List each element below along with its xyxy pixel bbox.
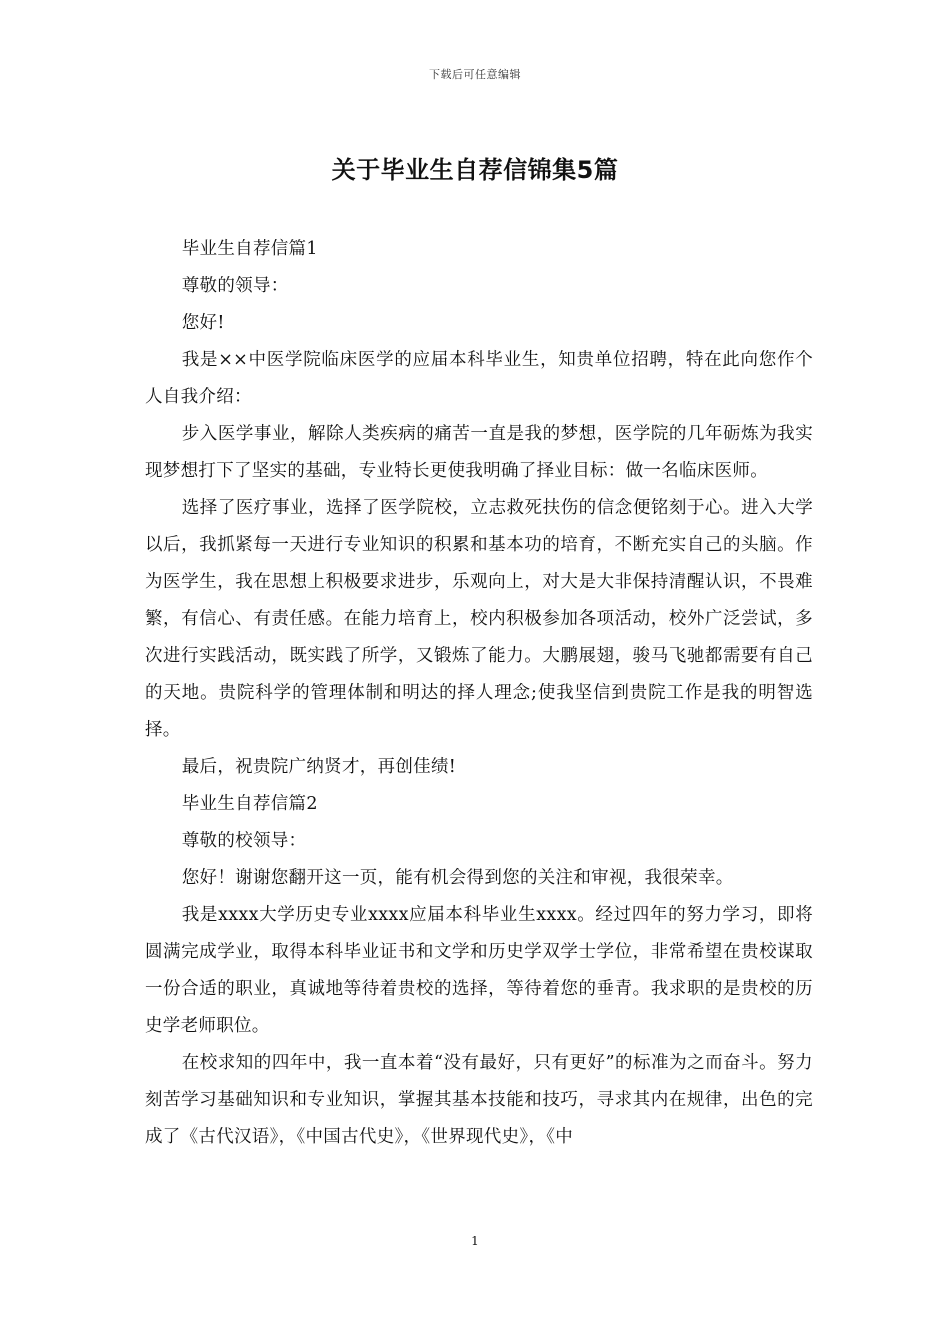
greeting-1: 您好! [181,313,225,333]
salutation-2: 尊敬的校领导： [181,831,307,851]
page-number: 1 [471,1234,479,1248]
body-paragraph: 步入医学事业，解除人类疾病的痛苦一直是我的梦想，医学院的几年砺炼为我实现梦想打下了坚实的基础，专业特长更使我明确了择业目标：做一名临床医师。 [145,424,813,481]
section-heading-1: 毕业生自荐信篇1 [181,239,318,259]
closing-1: 最后，祝贵院广纳贤才，再创佳绩! [181,757,457,777]
body-paragraph: 我是××中医学院临床医学的应届本科毕业生，知贵单位招聘，特在此向您作个人自我介绍： [145,350,813,407]
section-heading-2: 毕业生自荐信篇2 [181,794,318,814]
document-body [145,231,813,1156]
body-paragraph: 我是xxxx大学历史专业xxxx应届本科毕业生xxxx。经过四年的努力学习，即将圆满完成学业，取得本科毕业证书和文学和历史学双学士学位，非常希望在贵校谋取一份合适的职业，真诚地等待着贵校的选择，等待着您的垂青。我求职的是贵校的历史学老师职位。 [145,905,813,1036]
page-header-note: 下载后可任意编辑 [429,68,521,81]
salutation-1: 尊敬的领导： [181,276,289,296]
document-title: 关于毕业生自荐信锦集5篇 [331,156,619,184]
body-paragraph: 在校求知的四年中，我一直本着“没有最好，只有更好”的标准为之而奋斗。努力刻苦学习基础知识和专业知识，掌握其基本技能和技巧，寻求其内在规律，出色的完成了《古代汉语》，《中国古代史》，《世界现代史》，《中 [145,1053,813,1147]
body-paragraph: 选择了医疗事业，选择了医学院校，立志救死扶伤的信念便铭刻于心。进入大学以后，我抓紧每一天进行专业知识的积累和基本功的培育，不断充实自己的头脑。作为医学生，我在思想上积极要求进步，乐观向上，对大是大非保持清醒认识，不畏难繁，有信心、有责任感。在能力培育上，校内积极参加各项活动，校外广泛尝试，多次进行实践活动，既实践了所学，又锻炼了能力。大鹏展翅，骏马飞驰都需要有自己的天地。贵院科学的管理体制和明达的择人理念;使我坚信到贵院工作是我的明智选择。 [145,498,813,740]
greeting-2: 您好！谢谢您翻开这一页，能有机会得到您的关注和审视，我很荣幸。 [181,868,734,888]
